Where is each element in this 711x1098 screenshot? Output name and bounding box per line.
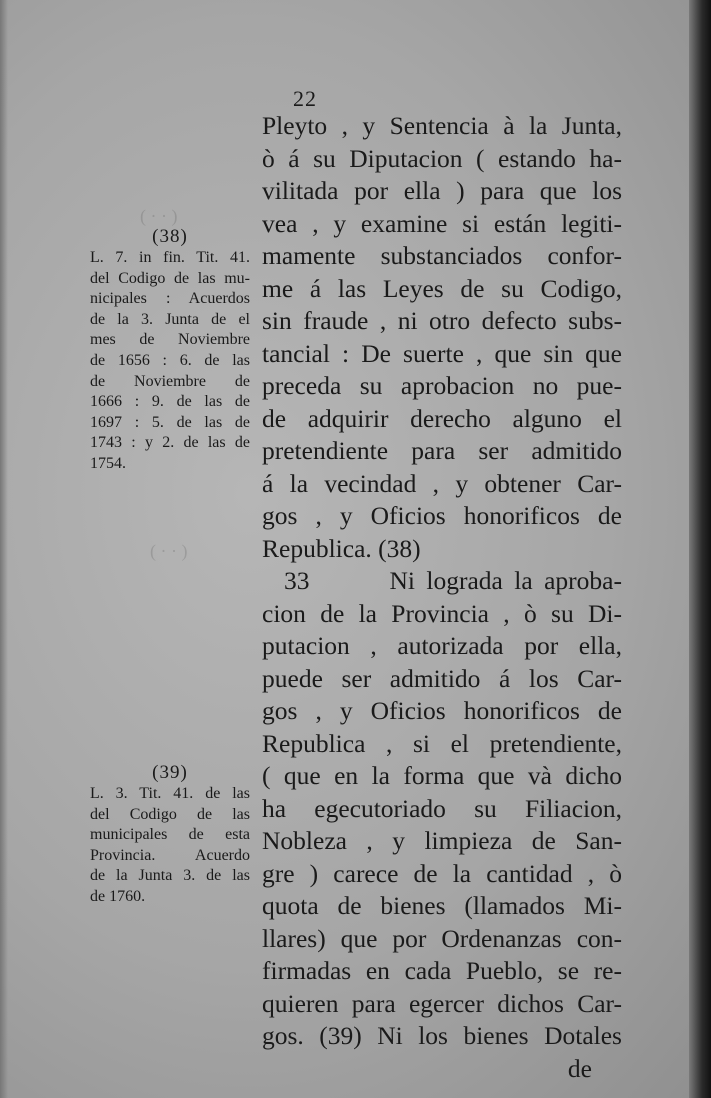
text-line: Nobleza , y limpieza de San- [262, 826, 622, 855]
note-line: del Codigo de las mu- [90, 269, 250, 287]
text-line: ha egecutoriado su Filiacion, [262, 793, 622, 823]
note-line: L. 3. Tit. 41. de las [90, 785, 250, 802]
text-line: gos. (39) Ni los bienes Dotales [262, 1021, 622, 1050]
text-line: putacion , autorizada por ella, [262, 631, 622, 660]
text-line: firmadas en cada Pueblo, se re- [262, 956, 622, 985]
margin-note-39 [90, 762, 250, 908]
show-through-mark: ( · · ) [150, 541, 188, 561]
text-line: á la vecindad , y obtener Car- [262, 468, 622, 498]
page-number: 22 [293, 86, 317, 111]
note-line: Provincia. Acuerdo [90, 846, 250, 864]
text-line: ( que en la forma que và dicho [262, 761, 622, 790]
text-line: gos , y Oficios honorificos de [262, 696, 622, 725]
note-line: L. 7. in fin. Tit. 41. [90, 249, 250, 266]
text-line: Republica. (38) [262, 533, 421, 563]
note-line: 1697 : 5. de las de [90, 413, 250, 431]
page-left-edge-shadow [0, 0, 8, 1098]
text-line: quieren para egercer dichos Car- [262, 988, 622, 1018]
text-line: sin fraude , ni otro defecto subs- [262, 306, 622, 335]
text-line: vea , y examine si están legiti- [262, 208, 622, 238]
note-number: (39) [152, 762, 188, 783]
note-line: 1666 : 9. de las de [90, 393, 250, 411]
text-line: llares) que por Ordenanzas con- [262, 923, 622, 953]
note-line: mes de Noviembre [90, 331, 250, 349]
note-line: del Codigo de las [90, 805, 250, 823]
catchword: de [567, 1053, 592, 1083]
text-line: de adquirir derecho alguno el [262, 403, 622, 433]
text-line: pretendiente para ser admitido [262, 436, 622, 465]
main-text-column [262, 110, 622, 1085]
text-line: vilitada por ella ) para que los [262, 176, 622, 205]
margin-note-38 [90, 226, 250, 475]
text-line: me á las Leyes de su Codigo, [262, 273, 622, 303]
text-line: Republica , si el pretendiente, [262, 728, 622, 758]
show-through-mark: ( · · ) [140, 206, 178, 226]
text-line: cion de la Provincia , ò su Di- [262, 598, 622, 628]
text-line: Pleyto , y Sentencia à la Junta, [262, 111, 622, 140]
text-line: quota de bienes (llamados Mi- [262, 891, 622, 920]
note-number: (38) [152, 226, 188, 247]
note-line: 1743 : y 2. de las de [90, 434, 250, 452]
text-line: preceda su aprobacion no pue- [262, 371, 622, 400]
text-line: gre ) carece de la cantidad , ò [262, 858, 622, 888]
text-line: gos , y Oficios honorificos de [262, 501, 622, 530]
paragraph-33-start: 33 Ni lograda la aproba- [284, 566, 622, 595]
note-line: de la Junta 3. de las [90, 867, 250, 885]
note-line: de la 3. Junta de el [90, 310, 250, 328]
text-line: puede ser admitido á los Car- [262, 663, 622, 693]
text-line: mamente substanciados confor- [262, 241, 622, 270]
note-line: de Noviembre de [90, 372, 250, 390]
note-line: municipales de esta [90, 826, 250, 844]
text-line: ò á su Diputacion ( estando ha- [262, 143, 622, 173]
note-line: 1754. [90, 454, 126, 472]
note-line: de 1760. [90, 887, 146, 905]
text-line: tancial : De suerte , que sin que [262, 338, 622, 368]
note-line: nicipales : Acuerdos [90, 290, 250, 308]
note-line: de 1656 : 6. de las [90, 351, 250, 369]
book-spine-shadow [689, 0, 711, 1098]
